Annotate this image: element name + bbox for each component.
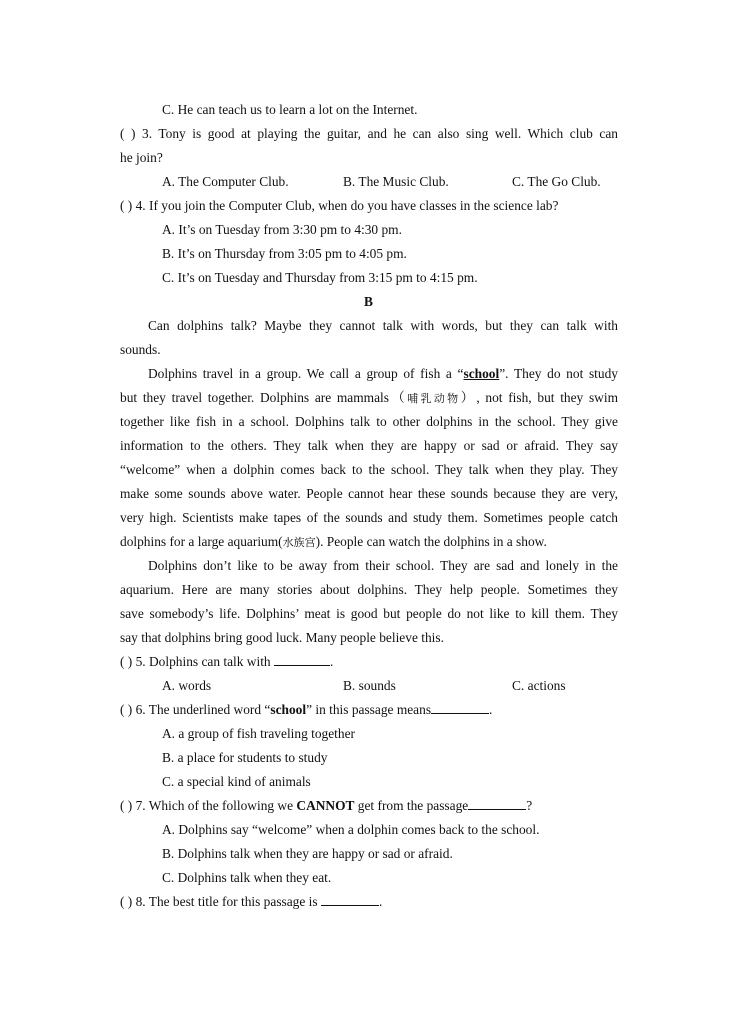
q8-stem: [120, 890, 382, 914]
answer-blank[interactable]: [274, 651, 330, 666]
text-segment: but they travel together. Dolphins are mammals（: [120, 390, 408, 405]
text-segment: ?: [526, 798, 533, 813]
passage-p2-line8: [120, 530, 547, 554]
passage-p1-line1: Can dolphins talk? Maybe they cannot talk with words, but they can talk with: [148, 318, 618, 333]
text-segment: .: [329, 654, 334, 669]
q6-option-b: B. a place for students to study: [162, 750, 328, 765]
text-segment: ”. They do not study: [499, 366, 618, 381]
text-segment: ( ) 6. The underlined word “: [120, 702, 271, 717]
text-segment: ( ) 5. Dolphins can talk with: [120, 654, 274, 669]
q5-option-a: A. words: [162, 678, 212, 693]
q6-option-c: C. a special kind of animals: [162, 774, 311, 789]
q7-stem: [120, 794, 532, 818]
q3-stem-line2: he join?: [120, 150, 163, 165]
chinese-gloss-mammals: 哺乳动物: [407, 392, 461, 405]
bold-word-school: school: [270, 702, 307, 717]
answer-blank[interactable]: [321, 891, 379, 906]
passage-p3-line2: aquarium. Here are many stories about dolphins. They help people. Sometimes they: [120, 582, 618, 597]
text-segment: ” in this passage means: [306, 702, 432, 717]
q5-option-c: C. actions: [512, 678, 566, 693]
q3-option-a: A. The Computer Club.: [162, 174, 289, 189]
underlined-word-school: school: [463, 366, 500, 381]
text-segment: ）, not fish, but they swim: [460, 390, 618, 405]
q2-option-c: C. He can teach us to learn a lot on the Internet.: [162, 102, 418, 117]
bold-word-cannot: CANNOT: [296, 798, 355, 813]
q3-option-b: B. The Music Club.: [343, 174, 449, 189]
text-segment: get from the passage: [354, 798, 469, 813]
passage-p2-line3: together like fish in a school. Dolphins talk to other dolphins in the school. They give: [120, 414, 618, 429]
passage-p2-line1: [148, 362, 618, 386]
passage-p2-line5: “welcome” when a dolphin comes back to the school. They talk when they play. They: [120, 462, 618, 477]
passage-p3-line1: Dolphins don’t like to be away from their school. They are sad and lonely in the: [148, 558, 618, 573]
passage-p1-line2: sounds.: [120, 342, 161, 357]
answer-blank[interactable]: [468, 795, 526, 810]
passage-p3-line3: save somebody’s life. Dolphins’ meat is good but people do not like to kill them. They: [120, 606, 618, 621]
passage-p2-line4: information to the others. They talk when they are happy or sad or afraid. They say: [120, 438, 618, 453]
q3-option-c: C. The Go Club.: [512, 174, 601, 189]
passage-p2-line2: [120, 386, 618, 410]
chinese-gloss-aquarium: 水族宫: [282, 536, 316, 549]
text-segment: ( ) 7. Which of the following we: [120, 798, 297, 813]
passage-p2-line7: very high. Scientists make tapes of the sounds and study them. Sometimes people catch: [120, 510, 618, 525]
q4-option-a: A. It’s on Tuesday from 3:30 pm to 4:30 pm.: [162, 222, 402, 237]
section-b-title: B: [364, 294, 373, 309]
text-segment: ( ) 8. The best title for this passage is: [120, 894, 321, 909]
text-segment: .: [489, 702, 493, 717]
text-segment: dolphins for a large aquarium(: [120, 534, 283, 549]
q3-stem-line1: ( ) 3. Tony is good at playing the guitar, and he can also sing well. Which club can: [120, 126, 618, 141]
answer-blank[interactable]: [431, 699, 489, 714]
text-segment: ). People can watch the dolphins in a show.: [315, 534, 547, 549]
passage-p3-line4: say that dolphins bring good luck. Many people believe this.: [120, 630, 444, 645]
q6-option-a: A. a group of fish traveling together: [162, 726, 355, 741]
q5-stem: [120, 650, 333, 674]
q4-stem: ( ) 4. If you join the Computer Club, when do you have classes in the science lab?: [120, 198, 559, 213]
q4-option-c: C. It’s on Tuesday and Thursday from 3:15 pm to 4:15 pm.: [162, 270, 478, 285]
text-segment: .: [378, 894, 383, 909]
text-segment: Dolphins travel in a group. We call a group of fish a “: [148, 366, 464, 381]
q7-option-b: B. Dolphins talk when they are happy or sad or afraid.: [162, 846, 453, 861]
q7-option-c: C. Dolphins talk when they eat.: [162, 870, 332, 885]
q4-option-b: B. It’s on Thursday from 3:05 pm to 4:05 pm.: [162, 246, 407, 261]
q5-option-b: B. sounds: [343, 678, 396, 693]
q7-option-a: A. Dolphins say “welcome” when a dolphin comes back to the school.: [162, 822, 540, 837]
q6-stem: [120, 698, 492, 722]
passage-p2-line6: make some sounds above water. People cannot hear these sounds because they are very,: [120, 486, 618, 501]
